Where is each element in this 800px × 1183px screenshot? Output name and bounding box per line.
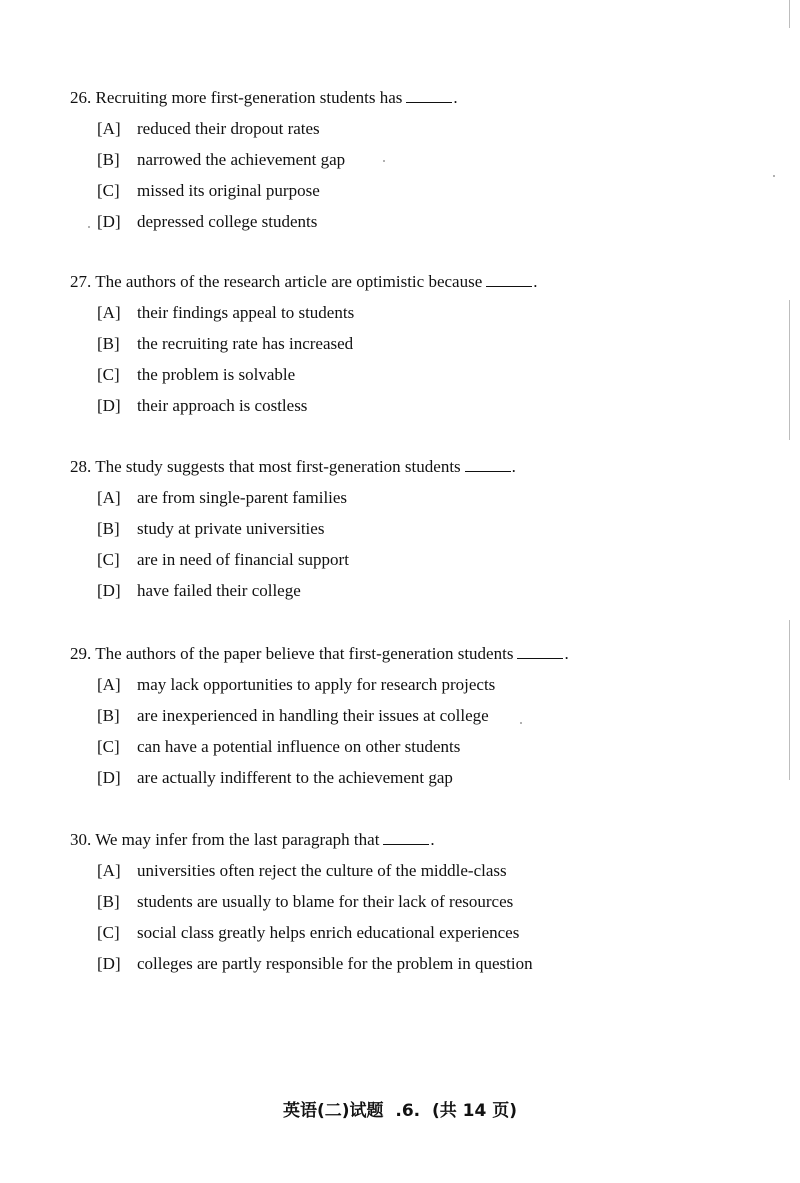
option-letter: [C] (97, 923, 120, 942)
option-letter: [A] (97, 488, 121, 507)
answer-blank (517, 644, 563, 659)
option-b (70, 519, 750, 550)
option-letter: [B] (97, 150, 120, 169)
option-text: narrowed the achievement gap (137, 150, 346, 169)
question-28 (70, 457, 750, 612)
option-text: their approach is costless (137, 396, 308, 415)
option-letter: [B] (97, 334, 120, 353)
option-letter: [D] (97, 954, 121, 973)
question-stem: 27. The authors of the research article are optimistic because . (70, 272, 538, 291)
option-text: can have a potential influence on other students (137, 737, 461, 756)
option-letter: [B] (97, 519, 120, 538)
footer-total-pages: (共 14 页) (431, 1101, 518, 1121)
scan-speck (773, 175, 775, 177)
option-d (70, 954, 750, 985)
option-letter: [C] (97, 737, 120, 756)
option-text: their findings appeal to students (137, 303, 355, 322)
option-letter: [C] (97, 365, 120, 384)
option-text: the recruiting rate has increased (137, 334, 354, 353)
option-text: colleges are partly responsible for the problem in question (137, 954, 533, 973)
question-stem: 26. Recruiting more first-generation students has . (70, 88, 458, 107)
option-text: missed its original purpose (137, 181, 320, 200)
scan-edge-line (789, 620, 790, 780)
option-letter: [A] (97, 303, 121, 322)
question-number: 28. (70, 457, 92, 476)
option-c (70, 923, 750, 954)
option-text: study at private universities (137, 519, 325, 538)
question-stem: 28. The study suggests that most first-generation students . (70, 457, 516, 476)
question-text: We may infer from the last paragraph that (95, 830, 380, 849)
answer-blank (406, 88, 452, 103)
option-text: are inexperienced in handling their issues at college (137, 706, 489, 725)
option-a (70, 119, 750, 150)
option-c (70, 181, 750, 212)
scan-edge-line (789, 0, 790, 28)
question-stem: 29. The authors of the paper believe that first-generation students . (70, 644, 569, 663)
option-b (70, 892, 750, 923)
option-text: students are usually to blame for their lack of resources (137, 892, 514, 911)
option-text: may lack opportunities to apply for research projects (137, 675, 496, 694)
question-30 (70, 830, 750, 985)
option-text: have failed their college (137, 581, 301, 600)
option-letter: [D] (97, 768, 121, 787)
option-c (70, 550, 750, 581)
question-text: The authors of the paper believe that first-generation students (95, 644, 514, 663)
option-text: social class greatly helps enrich educational experiences (137, 923, 520, 942)
page-footer (0, 1096, 800, 1121)
option-text: universities often reject the culture of the middle-class (137, 861, 507, 880)
option-b (70, 334, 750, 365)
option-letter: [A] (97, 861, 121, 880)
question-text: Recruiting more first-generation students has (95, 88, 403, 107)
option-letter: [D] (97, 581, 121, 600)
option-text: are in need of financial support (137, 550, 349, 569)
option-d (70, 768, 750, 799)
option-letter: [D] (97, 212, 121, 231)
question-number: 27. (70, 272, 92, 291)
answer-blank (486, 272, 532, 287)
option-letter: [B] (97, 892, 120, 911)
option-letter: [C] (97, 550, 120, 569)
option-text: are actually indifferent to the achievement gap (137, 768, 453, 787)
option-text: reduced their dropout rates (137, 119, 320, 138)
question-number: 30. (70, 830, 92, 849)
footer-page-number: .6. (395, 1101, 421, 1121)
answer-blank (383, 830, 429, 845)
option-text: the problem is solvable (137, 365, 296, 384)
option-letter: [B] (97, 706, 120, 725)
question-stem: 30. We may infer from the last paragraph that . (70, 830, 435, 849)
option-text: are from single-parent families (137, 488, 348, 507)
option-a (70, 488, 750, 519)
question-26 (70, 88, 750, 243)
question-number: 26. (70, 88, 92, 107)
question-text: The study suggests that most first-generation students (95, 457, 461, 476)
option-d (70, 396, 750, 427)
option-d (70, 581, 750, 612)
option-a (70, 675, 750, 706)
option-letter: [C] (97, 181, 120, 200)
option-letter: [D] (97, 396, 121, 415)
scan-edge-line (789, 300, 790, 440)
option-text: depressed college students (137, 212, 318, 231)
option-c (70, 365, 750, 396)
option-a (70, 303, 750, 334)
option-c (70, 737, 750, 768)
question-number: 29. (70, 644, 92, 663)
option-d (70, 212, 750, 243)
option-b (70, 706, 750, 737)
question-text: The authors of the research article are optimistic because (95, 272, 483, 291)
option-letter: [A] (97, 119, 121, 138)
footer-subject: 英语(二)试题 (282, 1101, 384, 1121)
option-a (70, 861, 750, 892)
question-27 (70, 272, 750, 427)
option-letter: [A] (97, 675, 121, 694)
answer-blank (465, 457, 511, 472)
question-29 (70, 644, 750, 799)
option-b (70, 150, 750, 181)
